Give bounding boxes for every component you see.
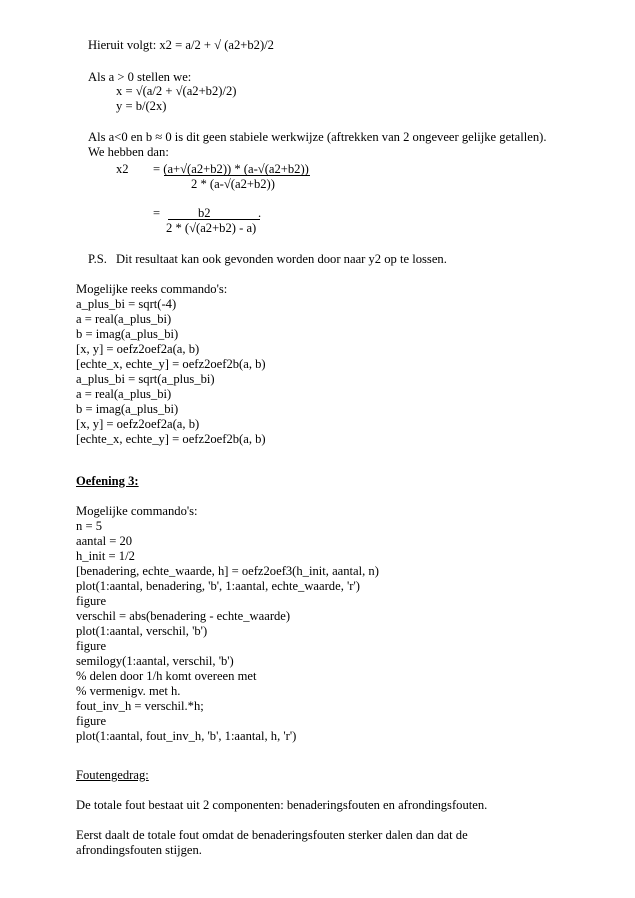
derivation-als-a-negative: Als a<0 en b ≈ 0 is dit geen stabiele werkwijze (aftrekken van 2 ongeveer gelijke getallen). xyxy=(88,130,547,144)
foutengedrag-paragraph-2-line-2: afrondingsfouten stijgen. xyxy=(76,843,202,857)
fraction2-numerator-tail: . xyxy=(258,206,262,220)
derivation-y-equation: y = b/(2x) xyxy=(116,99,167,113)
command-line: b = imag(a_plus_bi) xyxy=(76,402,179,416)
fraction2-denominator: 2 * (√(a2+b2) - a) xyxy=(166,221,257,235)
command-line: [echte_x, echte_y] = oefz2oef2b(a, b) xyxy=(76,357,266,371)
command-line: verschil = abs(benadering - echte_waarde) xyxy=(76,609,291,623)
command-line: [x, y] = oefz2oef2a(a, b) xyxy=(76,417,200,431)
command-line: a_plus_bi = sqrt(-4) xyxy=(76,297,177,311)
command-line: % vermenigv. met h. xyxy=(76,684,181,698)
command-line: h_init = 1/2 xyxy=(76,549,135,563)
commands1-heading: Mogelijke reeks commando's: xyxy=(76,282,228,296)
derivation-als-a-positive: Als a > 0 stellen we: xyxy=(88,70,192,84)
derivation-we-hebben: We hebben dan: xyxy=(88,145,169,159)
command-line: figure xyxy=(76,594,107,608)
foutengedrag-heading: Foutengedrag: xyxy=(76,768,149,782)
command-line: a = real(a_plus_bi) xyxy=(76,387,172,401)
command-line: % delen door 1/h komt overeen met xyxy=(76,669,257,683)
command-line: [echte_x, echte_y] = oefz2oef2b(a, b) xyxy=(76,432,266,446)
fraction1-numerator: = (a+√(a2+b2)) * (a-√(a2+b2)) xyxy=(153,162,309,176)
command-line: n = 5 xyxy=(76,519,102,533)
command-line: figure xyxy=(76,714,107,728)
command-line: plot(1:aantal, benadering, 'b', 1:aantal, echte_waarde, 'r') xyxy=(76,579,360,593)
command-line: figure xyxy=(76,639,107,653)
fraction2-equals: = xyxy=(153,206,161,220)
oefening3-heading: Oefening 3: xyxy=(76,474,139,488)
derivation-hieruit: Hieruit volgt: x2 = a/2 + √ (a2+b2)/2 xyxy=(88,38,274,52)
fraction1-bar xyxy=(164,175,310,176)
fraction2-bar xyxy=(168,219,260,220)
command-line: plot(1:aantal, verschil, 'b') xyxy=(76,624,208,638)
foutengedrag-paragraph-2-line-1: Eerst daalt de totale fout omdat de benaderingsfouten sterker dalen dan dat de xyxy=(76,828,468,842)
oefening3-subheading: Mogelijke commando's: xyxy=(76,504,198,518)
fraction2-numerator: b2 xyxy=(198,206,211,220)
command-line: a = real(a_plus_bi) xyxy=(76,312,172,326)
command-line: a_plus_bi = sqrt(a_plus_bi) xyxy=(76,372,215,386)
command-line: [x, y] = oefz2oef2a(a, b) xyxy=(76,342,200,356)
fraction1-denominator: 2 * (a-√(a2+b2)) xyxy=(191,177,275,191)
derivation-x2-label: x2 xyxy=(116,162,129,176)
command-line: [benadering, echte_waarde, h] = oefz2oef3(h_init, aantal, n) xyxy=(76,564,379,578)
command-line: b = imag(a_plus_bi) xyxy=(76,327,179,341)
command-line: aantal = 20 xyxy=(76,534,133,548)
command-line: semilogy(1:aantal, verschil, 'b') xyxy=(76,654,234,668)
command-line: fout_inv_h = verschil.*h; xyxy=(76,699,204,713)
ps-text: Dit resultaat kan ook gevonden worden door naar y2 op te lossen. xyxy=(116,252,447,266)
derivation-x-equation: x = √(a/2 + √(a2+b2)/2) xyxy=(116,84,237,98)
ps-label: P.S. xyxy=(88,252,107,266)
command-line: plot(1:aantal, fout_inv_h, 'b', 1:aantal, h, 'r') xyxy=(76,729,297,743)
foutengedrag-paragraph-1: De totale fout bestaat uit 2 componenten: benaderingsfouten en afrondingsfouten. xyxy=(76,798,488,812)
